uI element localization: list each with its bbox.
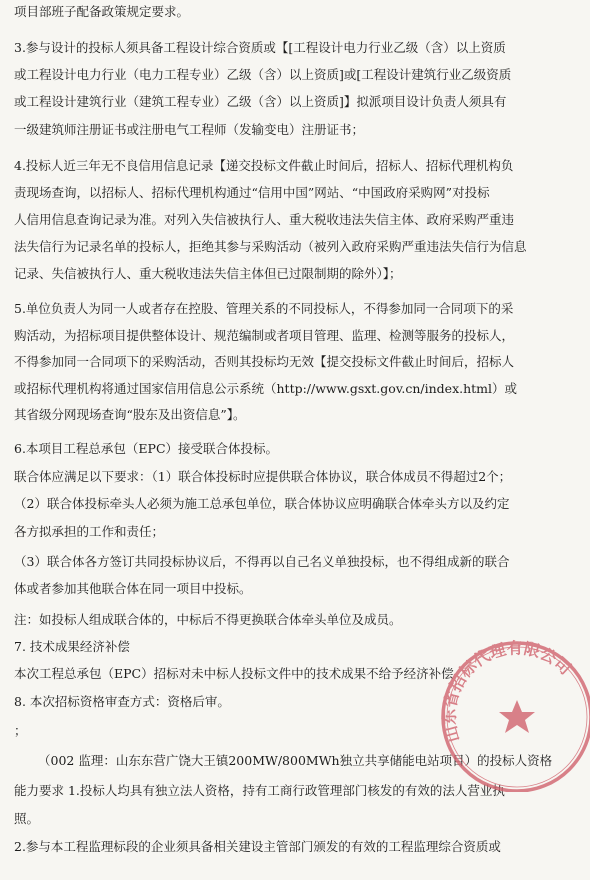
text-line: 其省级分网现场查询“股东及出资信息”】。 — [14, 407, 246, 422]
text-line: 或招标代理机构将通过国家信用信息公示系统（http://www.gsxt.gov.cn/index.html）或 — [14, 381, 518, 396]
text-line: 3.参与设计的投标人须具备工程设计综合资质或【[工程设计电力行业乙级（含）以上资质 — [14, 40, 506, 55]
text-line: 项目部班子配备政策规定要求。 — [14, 4, 190, 19]
text-line: （3）联合体各方签订共同投标协议后，不得再以自己名义单独投标，也不得组成新的联合 — [14, 554, 510, 569]
text-line: 8. 本次招标资格审查方式：资格后审。 — [14, 694, 230, 709]
text-line: 7. 技术成果经济补偿 — [14, 639, 130, 654]
text-line: 注：如投标人组成联合体的，中标后不得更换联合体牵头单位及成员。 — [14, 612, 402, 627]
text-line: 5.单位负责人为同一人或者存在控股、管理关系的不同投标人，不得参加同一合同项下的采 — [14, 301, 514, 316]
text-line: （002 监理：山东东营广饶大王镇200MW/800MWh独立共享储能电站项目）的投标人资格 — [38, 753, 553, 768]
star-icon — [499, 700, 535, 733]
text-line: 6.本项目工程总承包（EPC）接受联合体投标。 — [14, 441, 279, 456]
text-line: 4.投标人近三年无不良信用信息记录【递交投标文件截止时间后，招标人、招标代理机构负 — [14, 158, 514, 173]
text-line: 照。 — [14, 811, 40, 826]
text-line: 购活动，为招标项目提供整体设计、规范编制或者项目管理、监理、检测等服务的投标人， — [14, 328, 515, 343]
text-line: 各方拟承担的工作和责任； — [14, 524, 165, 539]
text-line: 记录、失信被执行人、重大税收违法失信主体但已过限制期的除外）】； — [14, 266, 402, 281]
text-line: 联合体应满足以下要求：（1）联合体投标时应提供联合体协议，联合体成员不得超过2个； — [14, 469, 512, 484]
seal-text: 山东省招标代理有限公司 — [439, 638, 575, 745]
text-line: 责现场查询，以招标人、招标代理机构通过“信用中国”网站、“中国政府采购网”对投标 — [14, 185, 490, 200]
text-line: 2.参与本工程监理标段的企业须具备相关建设主管部门颁发的有效的工程监理综合资质或 — [14, 839, 501, 854]
text-line: 不得参加同一合同项下的采购活动，否则其投标均无效【提交投标文件截止时间后，招标人 — [14, 354, 515, 369]
text-line: ； — [14, 723, 27, 738]
text-line: 人信用信息查询记录为准。对列入失信被执行人、重大税收违法失信主体、政府采购严重违 — [14, 212, 515, 227]
text-line: 法失信行为记录名单的投标人，拒绝其参与采购活动（被列入政府采购严重违法失信行为信息 — [14, 239, 527, 254]
text-line: 或工程设计电力行业（电力工程专业）乙级（含）以上资质]或[工程设计建筑行业乙级资质 — [14, 67, 512, 82]
text-line: 本次工程总承包（EPC）招标对未中标人投标文件中的技术成果不给予经济补偿 — [14, 666, 454, 681]
text-line: （2）联合体投标牵头人必须为施工总承包单位，联合体协议应明确联合体牵头方以及约定 — [14, 496, 510, 511]
text-line: 能力要求 1.投标人均具有独立法人资格，持有工商行政管理部门核发的有效的法人营业执 — [14, 783, 505, 798]
text-line: 体或者参加其他联合体在同一项目中投标。 — [14, 581, 252, 596]
text-line: 或工程设计建筑行业（建筑工程专业）乙级（含）以上资质]】拟派项目设计负责人须具有 — [14, 94, 507, 109]
svg-text:山东省招标代理有限公司 — [440, 638, 575, 744]
text-line: 一级建筑师注册证书或注册电气工程师（发输变电）注册证书； — [14, 122, 365, 137]
